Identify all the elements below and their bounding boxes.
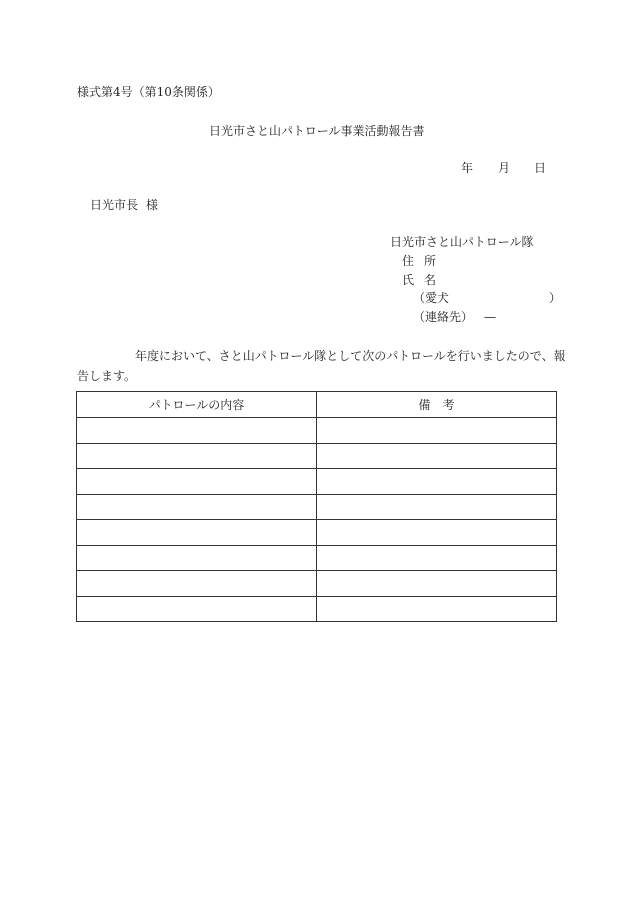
patrol-content-cell[interactable] xyxy=(77,596,317,622)
table-row xyxy=(77,443,557,469)
remarks-cell[interactable] xyxy=(317,418,557,444)
table-row xyxy=(77,469,557,495)
name-label-char2: 名 xyxy=(424,273,437,287)
table-row xyxy=(77,494,557,520)
patrol-content-cell[interactable] xyxy=(77,418,317,444)
patrol-content-cell[interactable] xyxy=(77,545,317,571)
contact-field-label: （連絡先） xyxy=(413,310,474,324)
body-text-line2: 告します。 xyxy=(77,369,137,383)
dog-field-label: （愛犬 xyxy=(413,291,450,305)
remarks-cell[interactable] xyxy=(317,443,557,469)
form-number: 様式第4号（第10条関係） xyxy=(77,85,220,99)
table-row xyxy=(77,596,557,622)
date-year-label: 年 xyxy=(461,161,474,175)
date-day-label: 日 xyxy=(534,161,547,175)
patrol-content-cell[interactable] xyxy=(77,494,317,520)
remarks-cell[interactable] xyxy=(317,596,557,622)
remarks-cell[interactable] xyxy=(317,520,557,546)
table-row xyxy=(77,571,557,597)
patrol-content-cell[interactable] xyxy=(77,469,317,495)
date-month-label: 月 xyxy=(498,161,511,175)
document-title: 日光市さと山パトロール事業活動報告書 xyxy=(209,124,425,138)
patrol-content-cell[interactable] xyxy=(77,571,317,597)
remarks-cell[interactable] xyxy=(317,545,557,571)
header-remarks: 備 考 xyxy=(317,392,557,418)
table-row xyxy=(77,418,557,444)
table-row xyxy=(77,520,557,546)
addressee-honorific: 様 xyxy=(146,198,159,212)
name-label-char1: 氏 xyxy=(402,273,415,287)
patrol-content-cell[interactable] xyxy=(77,520,317,546)
remarks-cell[interactable] xyxy=(317,571,557,597)
submitter-team-name: 日光市さと山パトロール隊 xyxy=(390,235,534,249)
dog-field-close-paren: ） xyxy=(549,291,562,305)
patrol-report-table xyxy=(76,391,557,622)
addressee-name: 日光市長 xyxy=(90,198,139,212)
address-label-char1: 住 xyxy=(402,254,415,268)
table-row xyxy=(77,545,557,571)
contact-dash: — xyxy=(484,310,496,324)
remarks-cell[interactable] xyxy=(317,469,557,495)
table-header-row xyxy=(77,392,557,418)
patrol-content-cell[interactable] xyxy=(77,443,317,469)
header-patrol-content: パトロールの内容 xyxy=(77,392,317,418)
remarks-cell[interactable] xyxy=(317,494,557,520)
body-text-line1: 年度において、さと山パトロール隊として次のパトロールを行いましたので、報 xyxy=(135,349,566,363)
address-label-char2: 所 xyxy=(424,254,437,268)
